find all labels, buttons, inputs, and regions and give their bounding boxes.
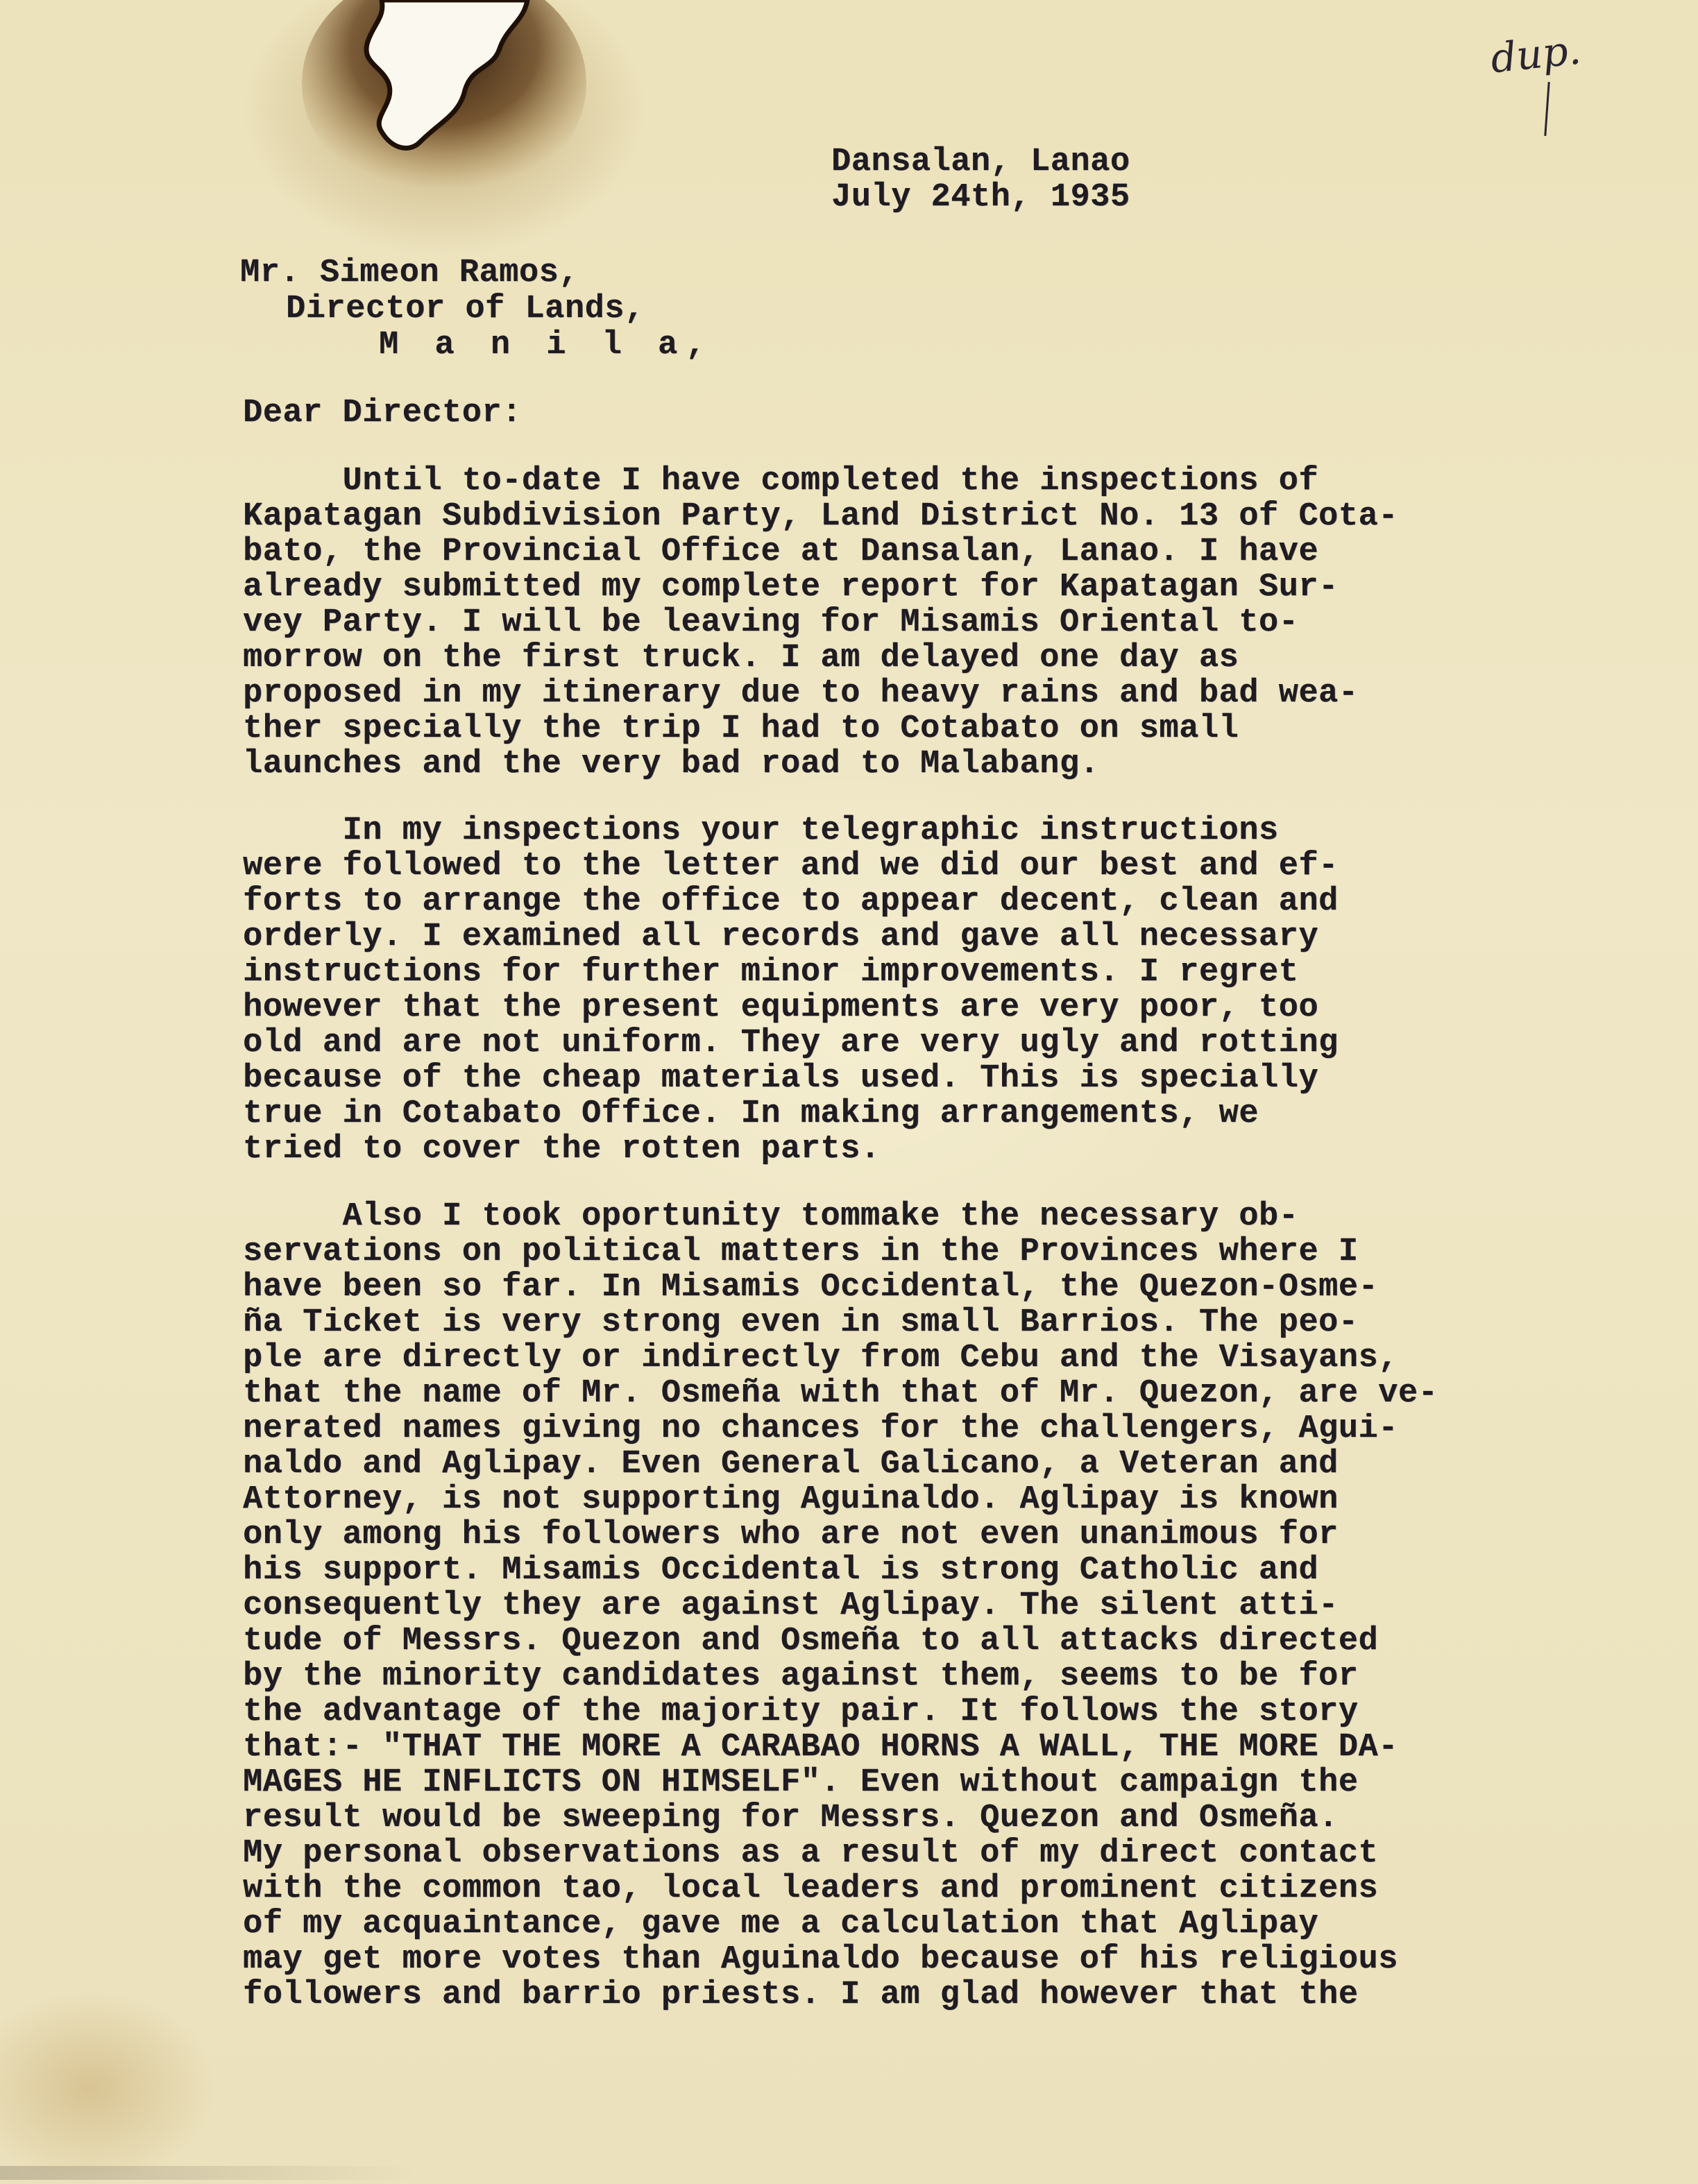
text-line: old and are not uniform. They are very ugly and rotting	[243, 1025, 1339, 1061]
text-line: the advantage of the majority pair. It follows the story	[243, 1694, 1359, 1730]
addressee-title: Director of Lands,	[286, 291, 645, 327]
text-line: result would be sweeping for Messrs. Quezon and Osmeña.	[243, 1800, 1339, 1836]
text-line: only among his followers who are not even unanimous for	[243, 1517, 1339, 1553]
salutation: Dear Director:	[243, 395, 522, 432]
text-line: by the minority candidates against them, seems to be for	[243, 1658, 1359, 1695]
text-line: ña Ticket is very strong even in small Barrios. The peo-	[243, 1304, 1359, 1341]
text-line: In my inspections your telegraphic instructions	[243, 812, 1279, 849]
burn-hole	[298, 0, 590, 208]
text-line: tried to cover the rotten parts.	[243, 1131, 881, 1168]
paragraph-2	[243, 813, 1339, 1167]
letter-place: Dansalan, Lanao	[831, 144, 1130, 180]
text-line: MAGES HE INFLICTS ON HIMSELF". Even without campaign the	[243, 1764, 1359, 1801]
text-line: launches and the very bad road to Malabang.	[243, 746, 1100, 783]
text-line: tude of Messrs. Quezon and Osmeña to all attacks directed	[243, 1623, 1379, 1660]
paragraph-1	[243, 463, 1398, 782]
bottom-edge-stain	[0, 2166, 416, 2180]
text-line: nerated names giving no chances for the challengers, Agui-	[243, 1410, 1398, 1447]
text-line: naldo and Aglipay. Even General Galicano, a Veteran and	[243, 1446, 1339, 1483]
text-line: Until to-date I have completed the inspections of	[243, 463, 1319, 500]
text-line: ple are directly or indirectly from Cebu and the Visayans,	[243, 1340, 1398, 1376]
paragraph-3	[243, 1199, 1438, 2013]
handwritten-mark	[1544, 82, 1550, 136]
letter-date: July 24th, 1935	[831, 179, 1130, 216]
text-line: forts to arrange the office to appear decent, clean and	[243, 883, 1339, 920]
text-line: Also I took oportunity tommake the necessary ob-	[243, 1198, 1299, 1235]
text-line: morrow on the first truck. I am delayed one day as	[243, 640, 1239, 676]
addressee-city: M a n i l a,	[379, 327, 714, 364]
handwritten-dup-note: dup.	[1488, 26, 1584, 83]
text-line: that:- "THAT THE MORE A CARABAO HORNS A WALL, THE MORE DA-	[243, 1729, 1398, 1766]
text-line: followers and barrio priests. I am glad however that the	[243, 1977, 1359, 2013]
text-line: instructions for further minor improvements. I regret	[243, 954, 1299, 991]
text-line: however that the present equipments are very poor, too	[243, 989, 1319, 1026]
text-line: already submitted my complete report for Kapatagan Sur-	[243, 569, 1339, 606]
text-line: were followed to the letter and we did our best and ef-	[243, 848, 1339, 885]
text-line: may get more votes than Aguinaldo because of his religious	[243, 1941, 1398, 1978]
text-line: proposed in my itinerary due to heavy rains and bad wea-	[243, 675, 1359, 712]
text-line: consequently they are against Aglipay. The silent atti-	[243, 1587, 1339, 1624]
text-line: of my acquaintance, gave me a calculation that Aglipay	[243, 1906, 1319, 1943]
text-line: Kapatagan Subdivision Party, Land District No. 13 of Cota-	[243, 498, 1398, 535]
text-line: that the name of Mr. Osmeña with that of Mr. Quezon, are ve-	[243, 1375, 1438, 1412]
text-line: ther specially the trip I had to Cotabato on small	[243, 710, 1239, 747]
text-line: because of the cheap materials used. This is specially	[243, 1060, 1319, 1097]
text-line: Attorney, is not supporting Aguinaldo. Aglipay is known	[243, 1481, 1339, 1518]
addressee-name: Mr. Simeon Ramos,	[240, 255, 579, 291]
text-line: vey Party. I will be leaving for Misamis Oriental to-	[243, 604, 1299, 641]
text-line: servations on political matters in the Provinces where I	[243, 1234, 1359, 1270]
text-line: his support. Misamis Occidental is strong Catholic and	[243, 1552, 1319, 1589]
text-line: true in Cotabato Office. In making arrangements, we	[243, 1095, 1259, 1132]
text-line: My personal observations as a result of my direct contact	[243, 1835, 1379, 1872]
text-line: orderly. I examined all records and gave all necessary	[243, 919, 1319, 955]
text-line: with the common tao, local leaders and prominent citizens	[243, 1870, 1379, 1907]
text-line: have been so far. In Misamis Occidental, the Quezon-Osme-	[243, 1269, 1379, 1306]
text-line: bato, the Provincial Office at Dansalan, Lanao. I have	[243, 534, 1319, 570]
